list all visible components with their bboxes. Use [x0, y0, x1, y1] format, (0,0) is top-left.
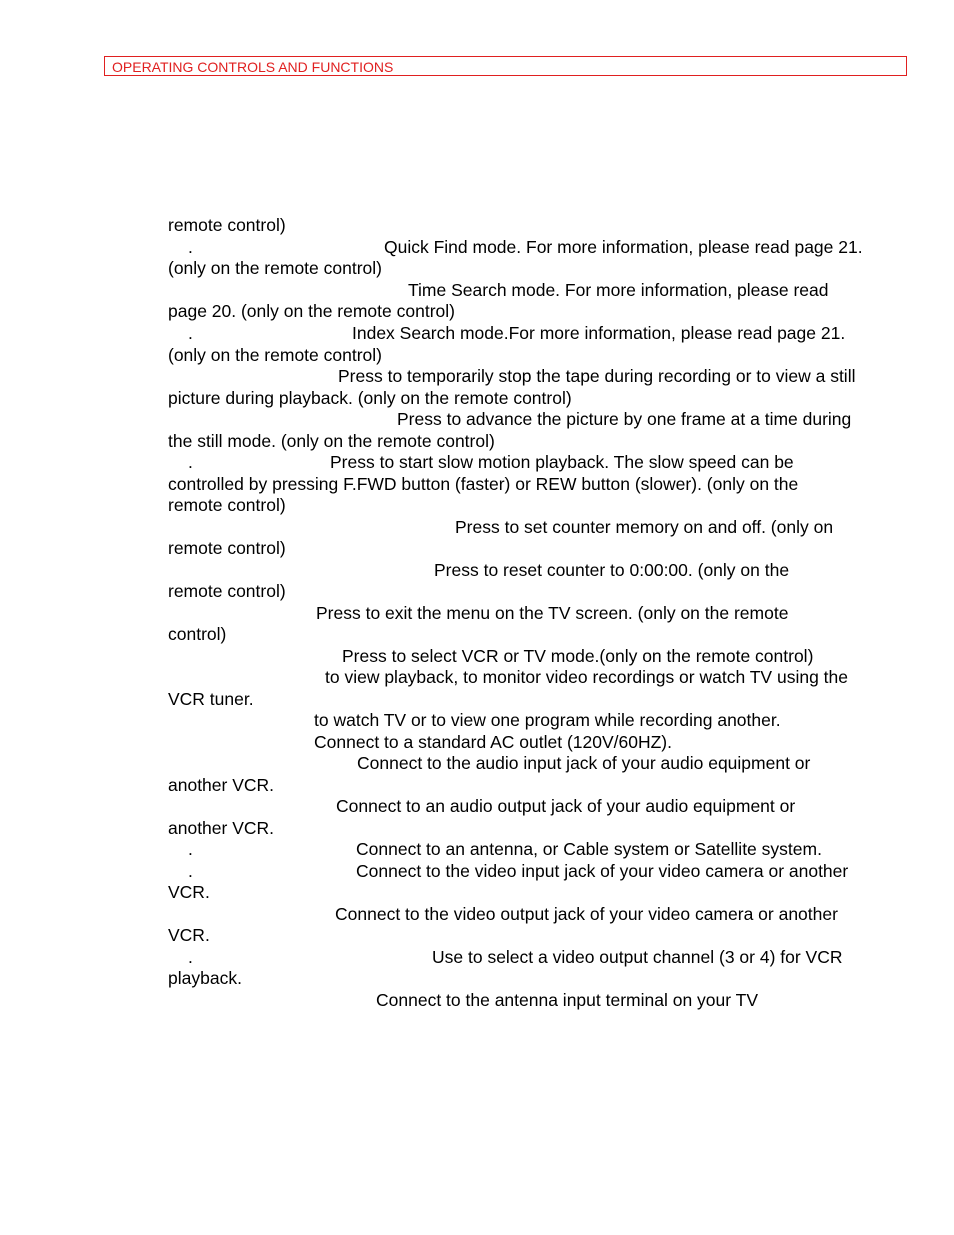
- text-line: Press to temporarily stop the tape during recording or to view a still: [338, 366, 856, 386]
- text-line: VCR.: [168, 925, 210, 945]
- text-line: .: [188, 323, 193, 343]
- text-line: picture during playback. (only on the remote control): [168, 388, 572, 408]
- text-line: Use to select a video output channel (3 or 4) for VCR: [432, 947, 843, 967]
- text-line: .: [188, 861, 193, 881]
- section-header: [104, 56, 907, 76]
- text-line: another VCR.: [168, 775, 275, 795]
- text-line: the still mode. (only on the remote control): [168, 431, 495, 451]
- text-line: .: [188, 237, 193, 257]
- text-line: to watch TV or to view one program while recording another.: [314, 710, 781, 730]
- text-line: Connect to the video input jack of your video camera or another: [356, 861, 849, 881]
- text-line: Index Search mode.For more information, please read page 21.: [352, 323, 846, 343]
- text-line: Connect to the audio input jack of your audio equipment or: [357, 753, 811, 773]
- text-line: page 20. (only on the remote control): [168, 301, 455, 321]
- text-line: controlled by pressing F.FWD button (faster) or REW button (slower). (only on the: [168, 474, 799, 494]
- text-line: Press to start slow motion playback. The slow speed can be: [330, 452, 794, 472]
- text-line: Quick Find mode. For more information, please read page 21.: [384, 237, 863, 257]
- text-line: VCR.: [168, 882, 210, 902]
- text-line: control): [168, 624, 227, 644]
- text-line: Press to set counter memory on and off. (only on: [455, 517, 834, 537]
- text-line: playback.: [168, 968, 242, 988]
- text-line: Connect to an antenna, or Cable system or Satellite system.: [356, 839, 822, 859]
- text-line: Connect to an audio output jack of your audio equipment or: [336, 796, 796, 816]
- text-line: Press to select VCR or TV mode.(only on the remote control): [342, 646, 814, 666]
- text-line: Connect to the video output jack of your video camera or another: [335, 904, 838, 924]
- section-title: OPERATING CONTROLS AND FUNCTIONS: [112, 59, 394, 75]
- text-line: remote control): [168, 215, 286, 235]
- text-line: Press to reset counter to 0:00:00. (only on the: [434, 560, 790, 580]
- text-line: Connect to a standard AC outlet (120V/60HZ).: [314, 732, 672, 752]
- text-line: Connect to the antenna input terminal on your TV: [376, 990, 759, 1010]
- text-line: (only on the remote control): [168, 258, 382, 278]
- text-line: remote control): [168, 581, 286, 601]
- text-line: VCR tuner.: [168, 689, 254, 709]
- text-line: .: [188, 839, 193, 859]
- text-line: another VCR.: [168, 818, 275, 838]
- text-line: to view playback, to monitor video recordings or watch TV using the: [325, 667, 848, 687]
- text-line: remote control): [168, 495, 286, 515]
- text-line: .: [188, 947, 193, 967]
- text-line: remote control): [168, 538, 286, 558]
- text-line: Press to exit the menu on the TV screen. (only on the remote: [316, 603, 789, 623]
- text-line: Time Search mode. For more information, please read: [408, 280, 829, 300]
- text-line: (only on the remote control): [168, 345, 382, 365]
- text-line: .: [188, 452, 193, 472]
- text-line: Press to advance the picture by one frame at a time during: [397, 409, 852, 429]
